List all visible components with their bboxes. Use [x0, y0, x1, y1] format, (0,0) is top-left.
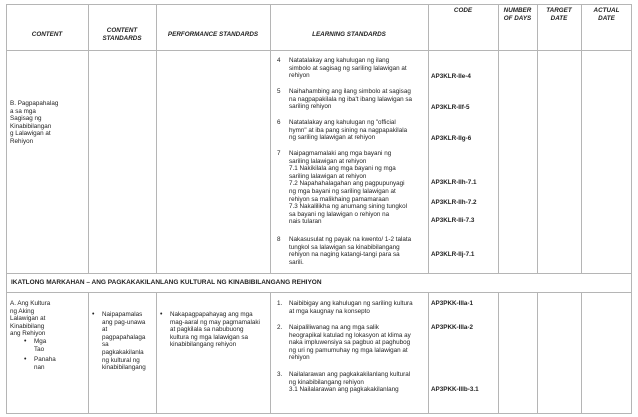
- left-border: [6, 4, 7, 413]
- quarter-row-bottom-border: [6, 292, 632, 293]
- section-b-bottom-border: [6, 273, 632, 274]
- item-6-number: 6: [277, 119, 281, 126]
- col-divider-5b: [498, 292, 499, 413]
- item-a1-number: 1.: [277, 300, 283, 307]
- item-8-text: Nakasusulat ng payak na kwento/ 1-2 talata tungkol sa lalawigan sa kinabibilangang rehiyon na naging katangi-tangi para sa sarili.: [289, 236, 412, 266]
- section-b-content: B. Pagpapahalag a sa mga Sagisag ng Kinabibilangan g Lalawigan at Rehiyon: [10, 100, 59, 145]
- item-a2-code: AP3PKK-IIIa-2: [431, 324, 473, 331]
- header-learning-standards: LEARNING STANDARDS: [312, 31, 386, 38]
- panahanan-bullet-icon: •: [24, 356, 27, 363]
- item-7-1-code: AP3KLR-IIh-7.1: [431, 179, 477, 186]
- panahanan-label: Panaha nan: [34, 356, 56, 371]
- item-5-text: Naihahambing ang ilang simbolo at sagisag na nagpapakilala ng iba't ibang lalawigan sa sariling rehiyon: [289, 88, 413, 111]
- right-border: [631, 4, 632, 413]
- mga-tao-label: Mga Tao: [34, 338, 47, 353]
- curriculum-table: [6, 4, 632, 414]
- performance-standard-bullet-icon: •: [160, 311, 163, 318]
- item-a3-number: 3.: [277, 371, 283, 378]
- item-7-text: Naipagmamalaki ang mga bayani ng sariling lalawigan at rehiyon 7.1 Nakikilala ang mga bayani ng mga sariling lalawigan at rehiyon 7.2 Napahahalagahan ang pagpupunyagi ng mga bayani ng sariling lalawigan at rehiyon sa malikhaing pamamaraan 7.3 Nakalilikha ng anumang sining tungkol sa bayani ng lalawigan o rehiyon na nais tularan: [289, 150, 407, 226]
- col-divider-6b: [537, 292, 538, 413]
- col-divider-2: [156, 4, 157, 273]
- col-divider-1: [88, 4, 89, 273]
- content-standard-bullet-icon: •: [92, 311, 95, 318]
- header-bottom-border: [6, 50, 632, 51]
- item-a2-number: 2.: [277, 324, 283, 331]
- item-7-2-code: AP3KLR-IIh-7.2: [431, 199, 477, 206]
- col-divider-4: [428, 4, 429, 273]
- col-divider-7b: [581, 292, 582, 413]
- section-a-content: A. Ang Kultura ng Aking Lalawigan at Kinabibilang ang Rehiyon: [10, 300, 51, 338]
- header-actual-date: ACTUAL DATE: [593, 7, 620, 22]
- header-code: CODE: [453, 7, 473, 14]
- item-7-3-code: AP3KLR-IIi-7.3: [431, 217, 475, 224]
- header-target-date: TARGET DATE: [546, 7, 572, 22]
- col-divider-4b: [428, 292, 429, 413]
- item-a1-code: AP3PKK-IIIa-1: [431, 300, 473, 307]
- col-divider-7: [581, 4, 582, 273]
- col-divider-1b: [88, 292, 89, 413]
- item-5-code: AP3KLR-IIf-5: [431, 104, 470, 111]
- col-divider-3: [270, 4, 271, 273]
- item-a3-code: AP3PKK-IIIb-3.1: [431, 386, 479, 393]
- table-bottom-border: [6, 413, 632, 414]
- header-content: CONTENT: [31, 31, 63, 38]
- table-top-border: [6, 4, 632, 5]
- header-performance-standards: PERFORMANCE STANDARDS: [167, 31, 259, 38]
- item-5-number: 5: [277, 88, 281, 95]
- item-a1-text: Naibibigay ang kahulugan ng sariling kultura at mga kaugnay na konsepto: [289, 300, 413, 315]
- item-4-text: Natatalakay ang kahulugan ng ilang simbolo at sagisag ng sariling lalawigan at rehiyon: [289, 57, 407, 80]
- item-8-number: 8: [277, 236, 281, 243]
- col-divider-6: [537, 4, 538, 273]
- item-6-text: Natatalakay ang kahulugan ng "official hymn" at iba pang sining na nagpapakilala ng sariling lalawigan at rehiyon: [289, 119, 408, 142]
- section-a-content-standard: Naipapamalas ang pag-unawa at pagpapahalaga sa pagkakakilanla ng kultural ng kinabibilangang: [102, 311, 146, 372]
- item-a2-text: Naipaliliwanag na ang mga salik heograpikal katulad ng lokasyon at klima ay naka impluwensiya sa pagbuo at paghubog ng uri ng pamumuhay ng mga lalawigan at rehiyon: [289, 324, 411, 362]
- header-content-standards: CONTENT STANDARDS: [102, 27, 142, 42]
- quarter-title: IKATLONG MARKAHAN – ANG PAGKAKAKILANLANG KULTURAL NG KINABIBILANGANG REHIYON: [11, 279, 322, 286]
- item-7-number: 7: [277, 150, 281, 157]
- item-4-number: 4: [277, 57, 281, 64]
- mga-tao-bullet-icon: •: [24, 338, 27, 345]
- item-6-code: AP3KLR-IIg-6: [431, 135, 472, 142]
- col-divider-3b: [270, 292, 271, 413]
- header-number-of-days: NUMBER OF DAYS: [503, 7, 532, 22]
- section-a-performance-standard: Nakapagpapahayag ang mga mag-aaral ng may pagmamalaki at pagkilala sa nabubuong kultura ng mga lalawigan sa kinabibilangang rehiyon: [170, 311, 260, 349]
- item-8-code: AP3KLR-IIj-7.1: [431, 251, 475, 258]
- col-divider-2b: [156, 292, 157, 413]
- item-4-code: AP3KLR-IIe-4: [431, 73, 471, 80]
- col-divider-5: [498, 4, 499, 273]
- item-a3-text: Nailalarawan ang pagkakakilanlang kultural ng kinabibilangang rehiyon 3.1 Nailalarawan ang pagkakakilanlang: [289, 371, 411, 394]
